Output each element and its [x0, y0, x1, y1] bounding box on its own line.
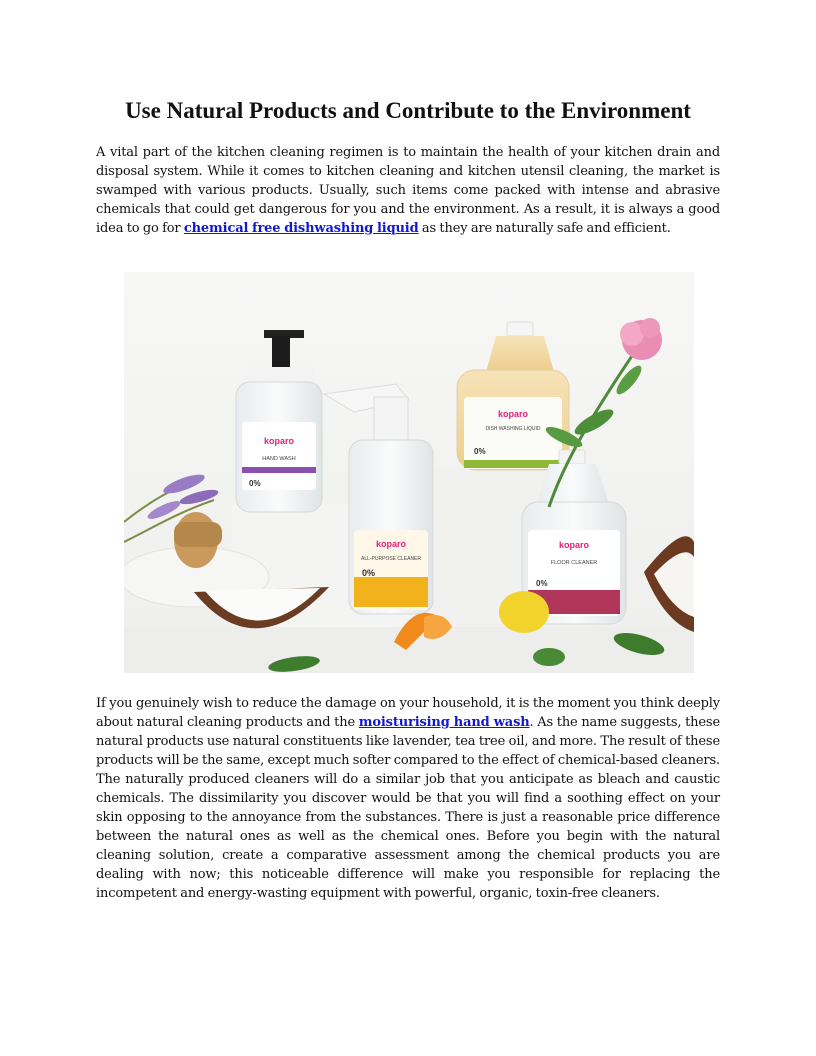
body-text-start: If you genuinely wish to reduce the damage on your household, it is the moment you think deeply about natural cleaning products and the — [96, 696, 720, 730]
page-title: Use Natural Products and Contribute to the Environment — [125, 98, 691, 123]
svg-text:0%: 0% — [249, 479, 261, 488]
svg-text:FLOOR CLEANER: FLOOR CLEANER — [550, 560, 598, 566]
body-text-end: . As the name suggests, these natural products use natural constituents like lavender, tea tree oil, and more. The result of these products will be the same, except much softer compared to the effect of chemical-based cleaners. The naturally produced cleaners will do a similar job that you anticipate as bleach and caustic chemicals. The dissimilarity you discover would be that you will find a soothing effect on your skin opposing to the annoyance from the substances. There is just a reasonable price difference between the natural ones as well as the chemical ones. Before you begin with the natural cleaning solution, create a comparative assessment among the chemical products you are dealing with now; this noticeable difference will make you responsible for replacing the incompetent and energy-wasting equipment with powerful, organic, toxin-free cleaners. — [96, 715, 720, 901]
product-photo — [124, 272, 694, 673]
intro-text-start: A vital part of the kitchen cleaning regimen is to maintain the health of your kitchen drain and disposal system. While it comes to kitchen cleaning and kitchen utensil cleaning, the market is swamped with various products. Usually, such items come packed with intense and abrasive chemicals that could get dangerous for you and the environment. As a result, it is always a good idea to go for — [96, 145, 720, 236]
svg-text:DISH WASHING LIQUID: DISH WASHING LIQUID — [485, 426, 541, 432]
intro-paragraph — [96, 143, 720, 238]
body-paragraph — [96, 694, 720, 903]
svg-text:0%: 0% — [536, 579, 548, 588]
svg-text:0%: 0% — [474, 447, 486, 456]
svg-text:koparo: koparo — [263, 436, 295, 446]
svg-text:ALL-PURPOSE CLEANER: ALL-PURPOSE CLEANER — [360, 556, 422, 562]
svg-text:0%: 0% — [362, 568, 376, 578]
intro-text-end: as they are naturally safe and efficient. — [418, 221, 671, 236]
svg-text:koparo: koparo — [558, 540, 590, 550]
svg-text:koparo: koparo — [375, 539, 407, 549]
svg-text:koparo: koparo — [497, 409, 529, 419]
svg-text:HAND WASH: HAND WASH — [262, 456, 296, 462]
moisturising-hand-wash-link[interactable]: moisturising hand wash — [358, 715, 530, 730]
chemical-free-dishwashing-link[interactable]: chemical free dishwashing liquid — [183, 221, 419, 236]
